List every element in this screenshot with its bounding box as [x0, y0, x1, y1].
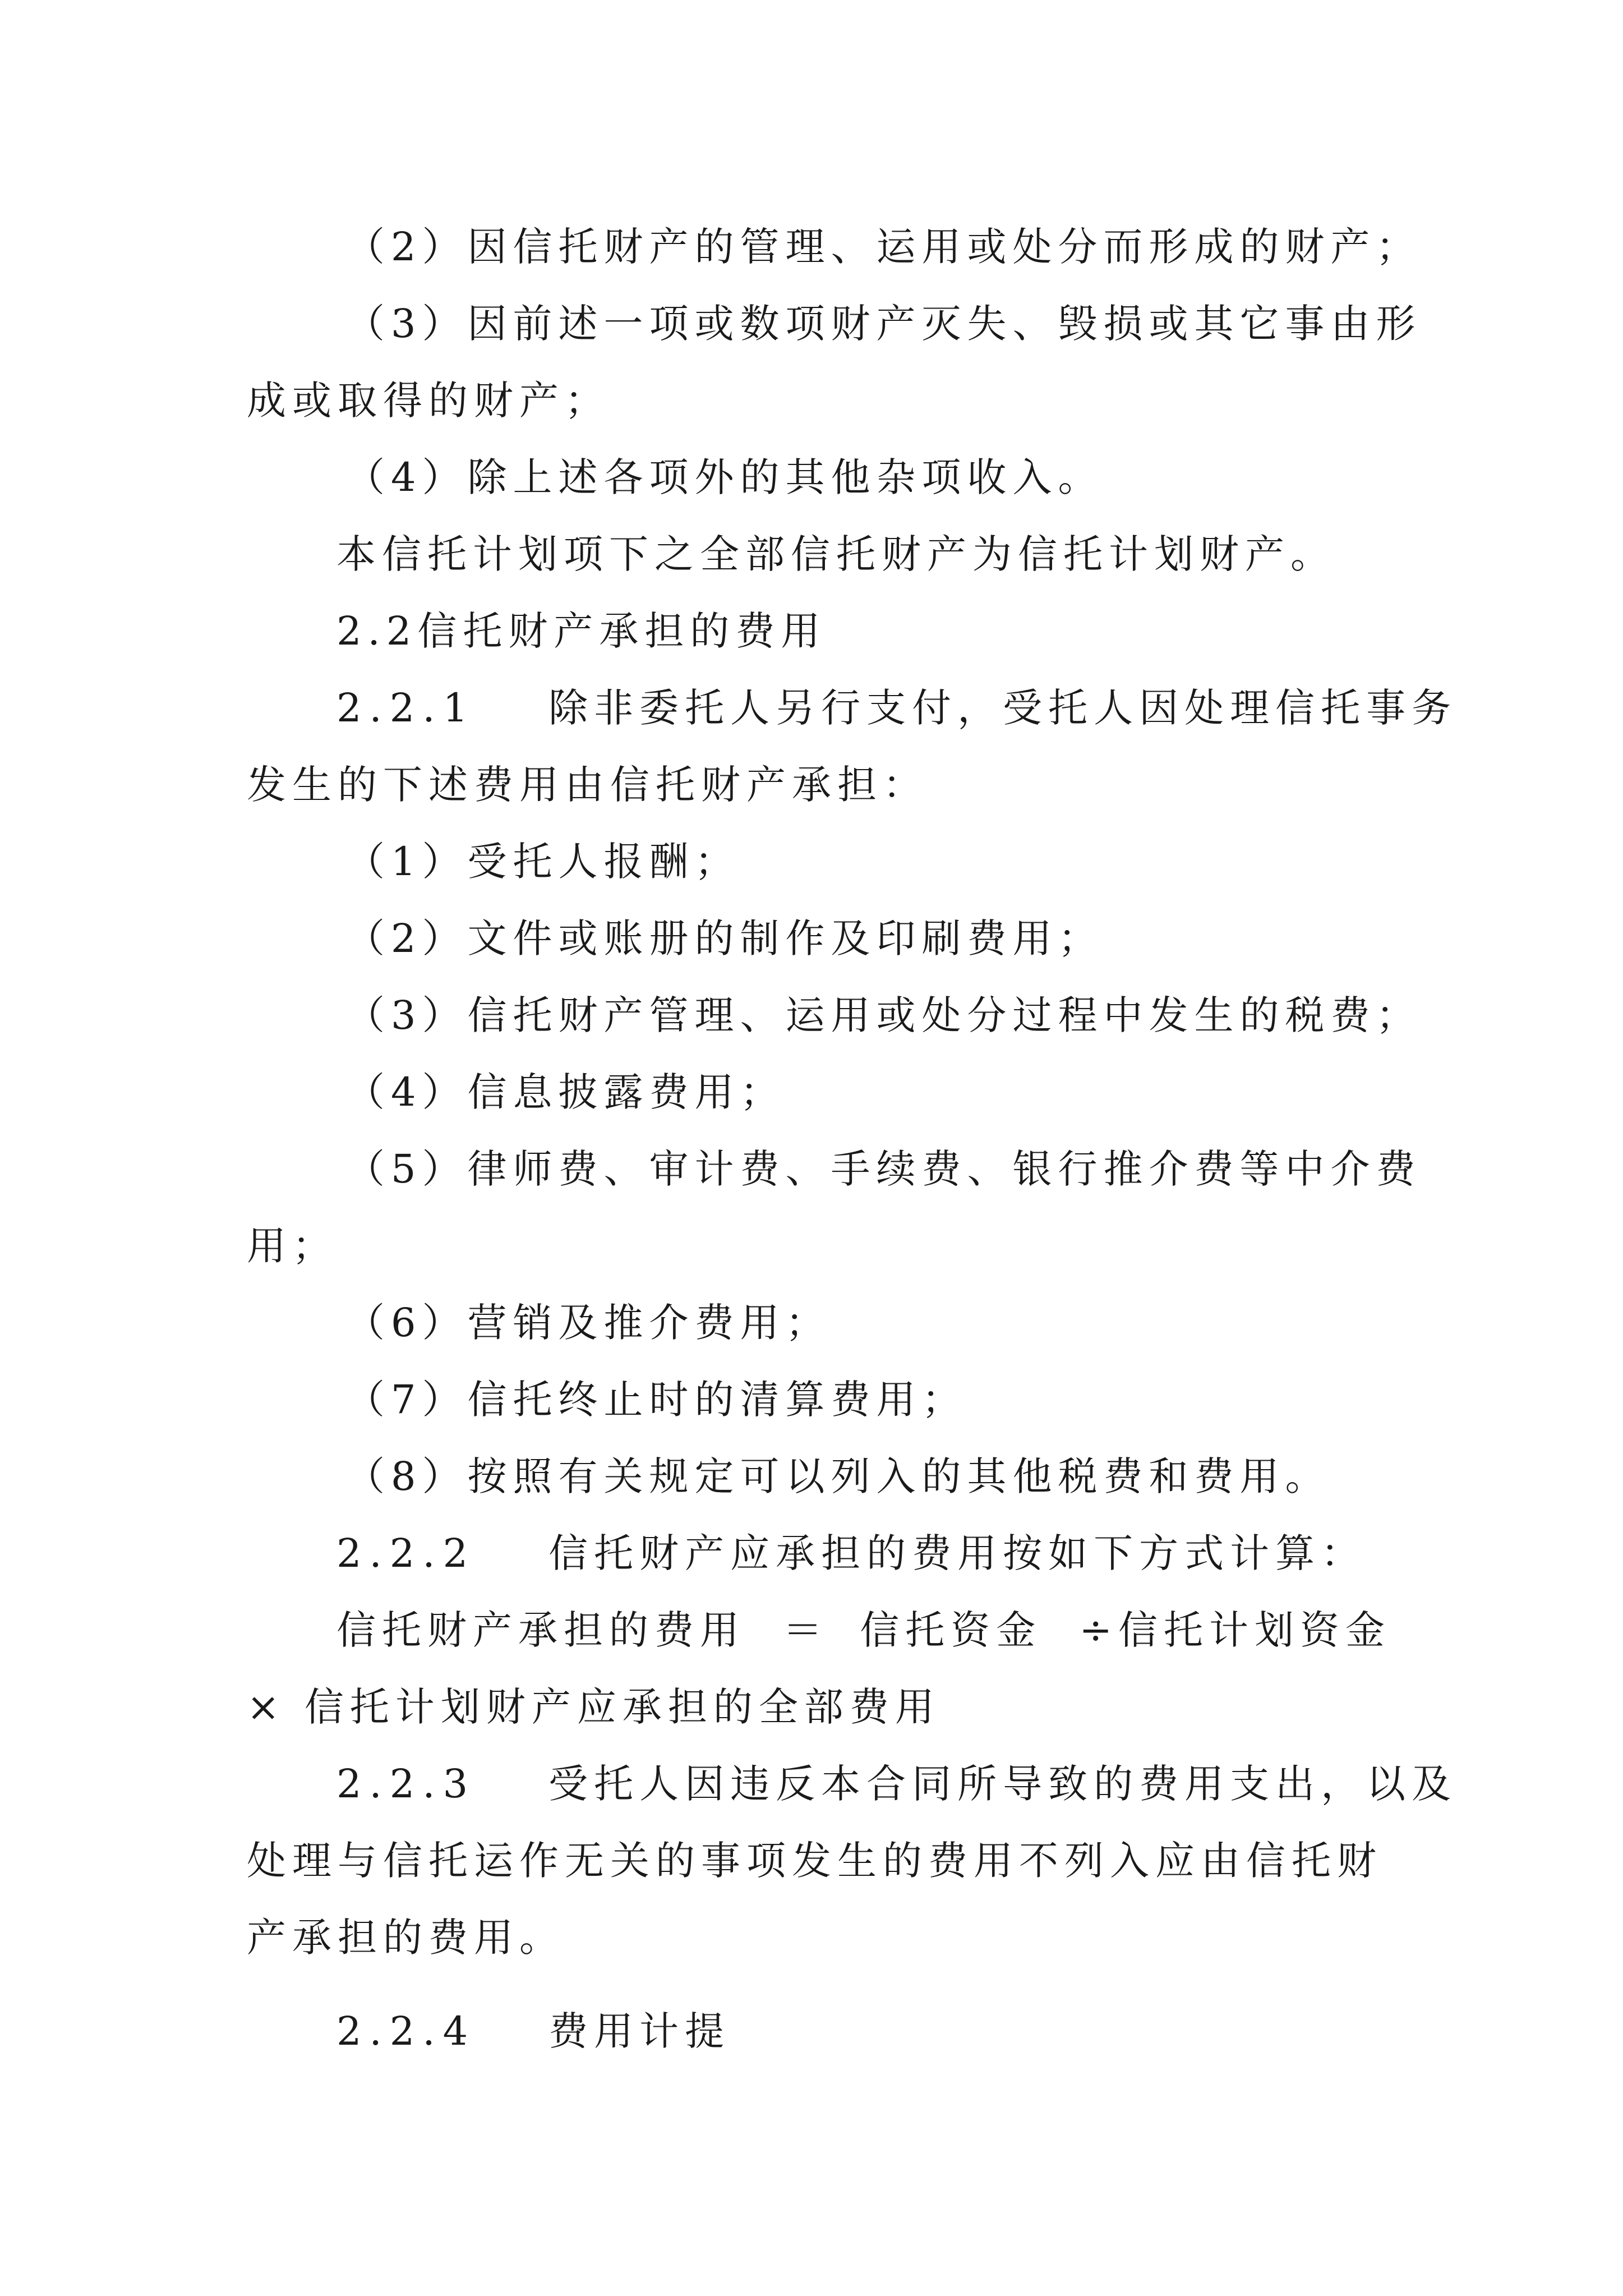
expense-item-1: （1）受托人报酬；: [345, 839, 740, 885]
clause-number: 2.2.2: [336, 1530, 476, 1576]
expense-item-5-continuation: 用；: [247, 1223, 338, 1269]
clause-2-2-3-continuation-1: 处理与信托运作无关的事项发生的费用不列入应由信托财: [247, 1838, 1382, 1884]
clause-2-2-1-continuation: 发生的下述费用由信托财产承担：: [247, 762, 928, 808]
document-body: [247, 209, 1458, 2070]
clause-number: 2.2.4: [336, 2008, 476, 2054]
expense-item-8: （8）按照有关规定可以列入的其他税费和费用。: [345, 1453, 1331, 1499]
item-4-text: （4）除上述各项外的其他杂项收入。: [345, 454, 1104, 500]
expense-item-5: （5）律师费、审计费、手续费、银行推介费等中介费: [345, 1146, 1422, 1192]
formula-term-expense: 信托财产承担的费用: [336, 1607, 745, 1653]
clause-2-2-3-continuation-2: 产承担的费用。: [247, 1915, 565, 1961]
expense-item-6: （6）营销及推介费用；: [345, 1300, 831, 1346]
clause-text: 信托财产应承担的费用按如下方式计算：: [548, 1530, 1367, 1576]
item-3-text: （3）因前述一项或数项财产灭失、毁损或其它事由形: [345, 301, 1422, 347]
expense-formula-continuation: × 信托计划财产应承担的全部费用: [247, 1684, 940, 1730]
expense-formula: [247, 1592, 1391, 1669]
clause-text: 费用计提: [548, 2008, 731, 2054]
expense-item-2: （2）文件或账册的制作及印刷费用；: [345, 915, 1104, 961]
clause-2-2-1: [247, 670, 1458, 747]
clause-number: 2.2.3: [336, 1761, 476, 1807]
clause-number: 2.2.1: [336, 685, 476, 731]
clause-text: 受托人因违反本合同所导致的费用支出，以及: [548, 1761, 1458, 1807]
clause-2-2-3: [247, 1746, 1458, 1823]
section-heading-2-2: 2.2信托财产承担的费用: [336, 608, 827, 654]
formula-term-trust-funds: 信托资金: [860, 1607, 1042, 1653]
item-2-text: （2）因信托财产的管理、运用或处分而形成的财产；: [345, 224, 1422, 270]
expense-item-4: （4）信息披露费用；: [345, 1069, 786, 1115]
item-3-continuation: 成或取得的财产；: [247, 378, 610, 424]
clause-2-2-4: [247, 1993, 1391, 2070]
clause-2-2-2: [247, 1515, 1391, 1592]
trust-property-summary: 本信托计划项下之全部信托财产为信托计划财产。: [336, 531, 1336, 577]
clause-text: 除非委托人另行支付，受托人因处理信托事务: [548, 685, 1458, 731]
formula-term-plan-funds: ÷信托计划资金: [1079, 1607, 1391, 1653]
formula-equals: ＝: [783, 1607, 823, 1653]
expense-item-7: （7）信托终止时的清算费用；: [345, 1377, 967, 1423]
expense-item-3: （3）信托财产管理、运用或处分过程中发生的税费；: [345, 992, 1422, 1038]
